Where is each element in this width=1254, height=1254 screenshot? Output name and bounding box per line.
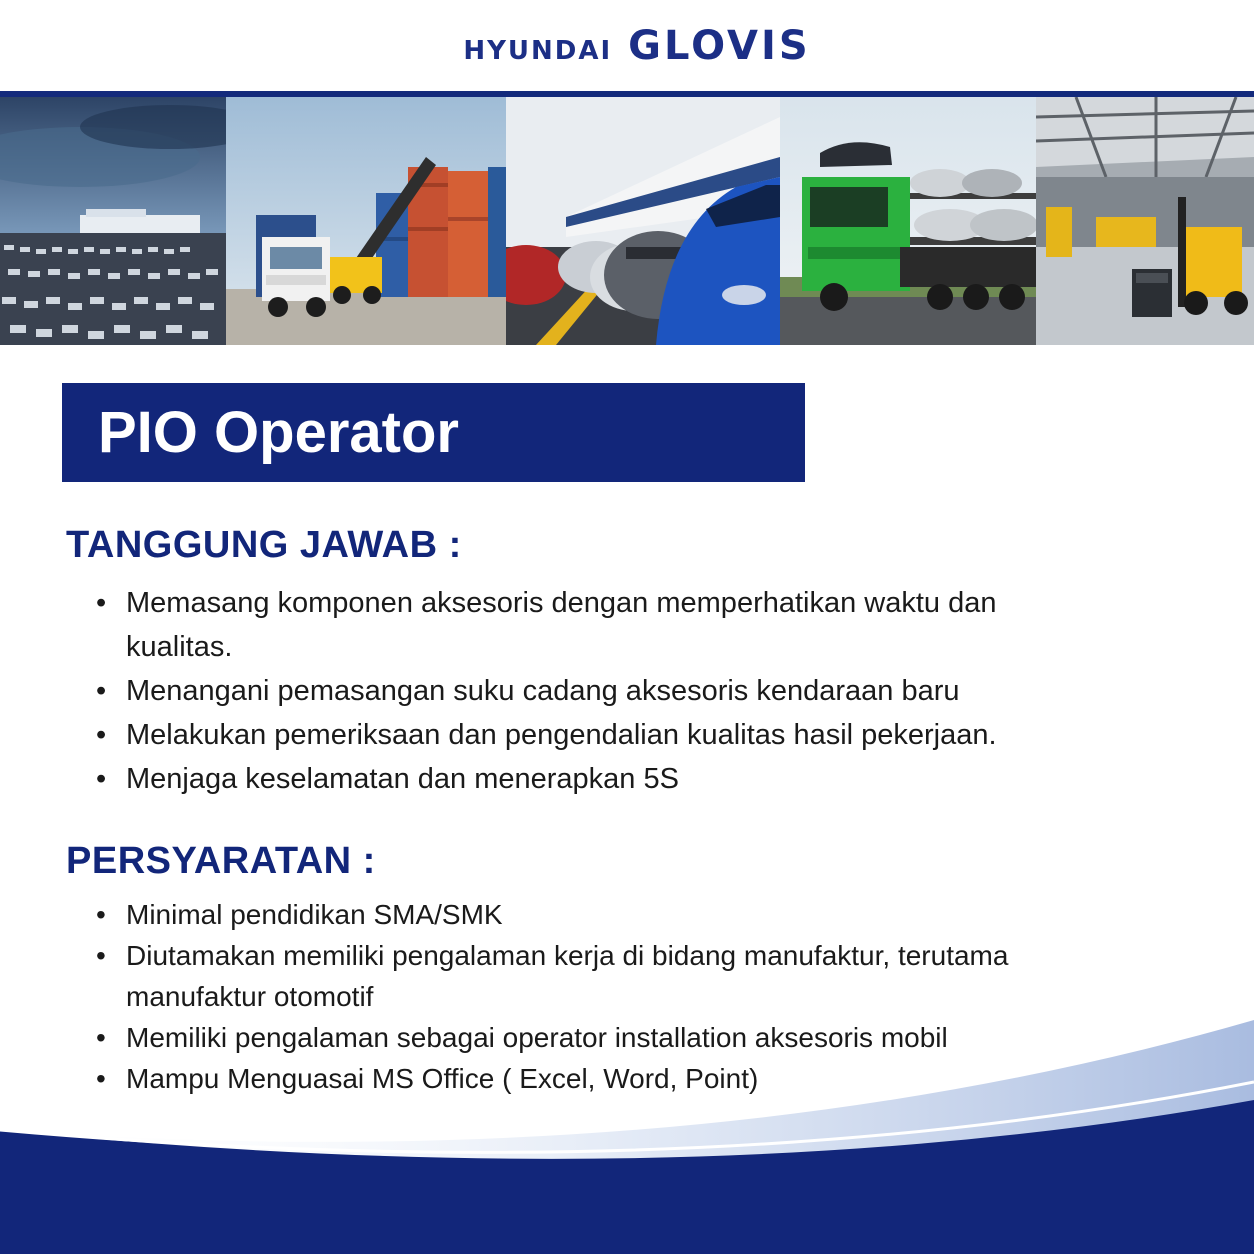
list-item: • Minimal pendidikan SMA/SMK	[96, 894, 1076, 935]
warehouse-forklift-photo	[1036, 97, 1254, 345]
car-carrier-truck-photo	[780, 97, 1036, 345]
footer-wave	[0, 1010, 1254, 1254]
hyundai-glovis-logo	[463, 23, 810, 69]
logo-hyundai-text: HYUNDAI	[463, 36, 613, 66]
header	[0, 0, 1254, 92]
photo-strip	[0, 97, 1254, 345]
container-yard-photo	[226, 97, 506, 345]
list-item: • Diutamakan memiliki pengalaman kerja di bidang manufaktur, terutama manufaktur otomotif	[96, 935, 1076, 1017]
list-item: • Memasang komponen aksesoris dengan memperhatikan waktu dan kualitas.	[96, 581, 1076, 669]
new-cars-photo	[506, 97, 780, 345]
list-item: • Menjaga keselamatan dan menerapkan 5S	[96, 757, 1076, 801]
car-port-photo	[0, 97, 226, 345]
logo-glovis-text: GLOVIS	[628, 23, 811, 69]
responsibilities-list	[96, 581, 1076, 801]
list-item: • Mampu Menguasai MS Office ( Excel, Word, Point)	[96, 1058, 1076, 1099]
requirements-heading: PERSYARATAN :	[66, 840, 376, 882]
list-item: • Melakukan pemeriksaan dan pengendalian kualitas hasil pekerjaan.	[96, 713, 1076, 757]
job-title: PIO Operator	[98, 400, 459, 465]
responsibilities-heading: TANGGUNG JAWAB :	[66, 524, 462, 566]
list-item: • Memiliki pengalaman sebagai operator installation aksesoris mobil	[96, 1017, 1076, 1058]
list-item: • Menangani pemasangan suku cadang aksesoris kendaraan baru	[96, 669, 1076, 713]
